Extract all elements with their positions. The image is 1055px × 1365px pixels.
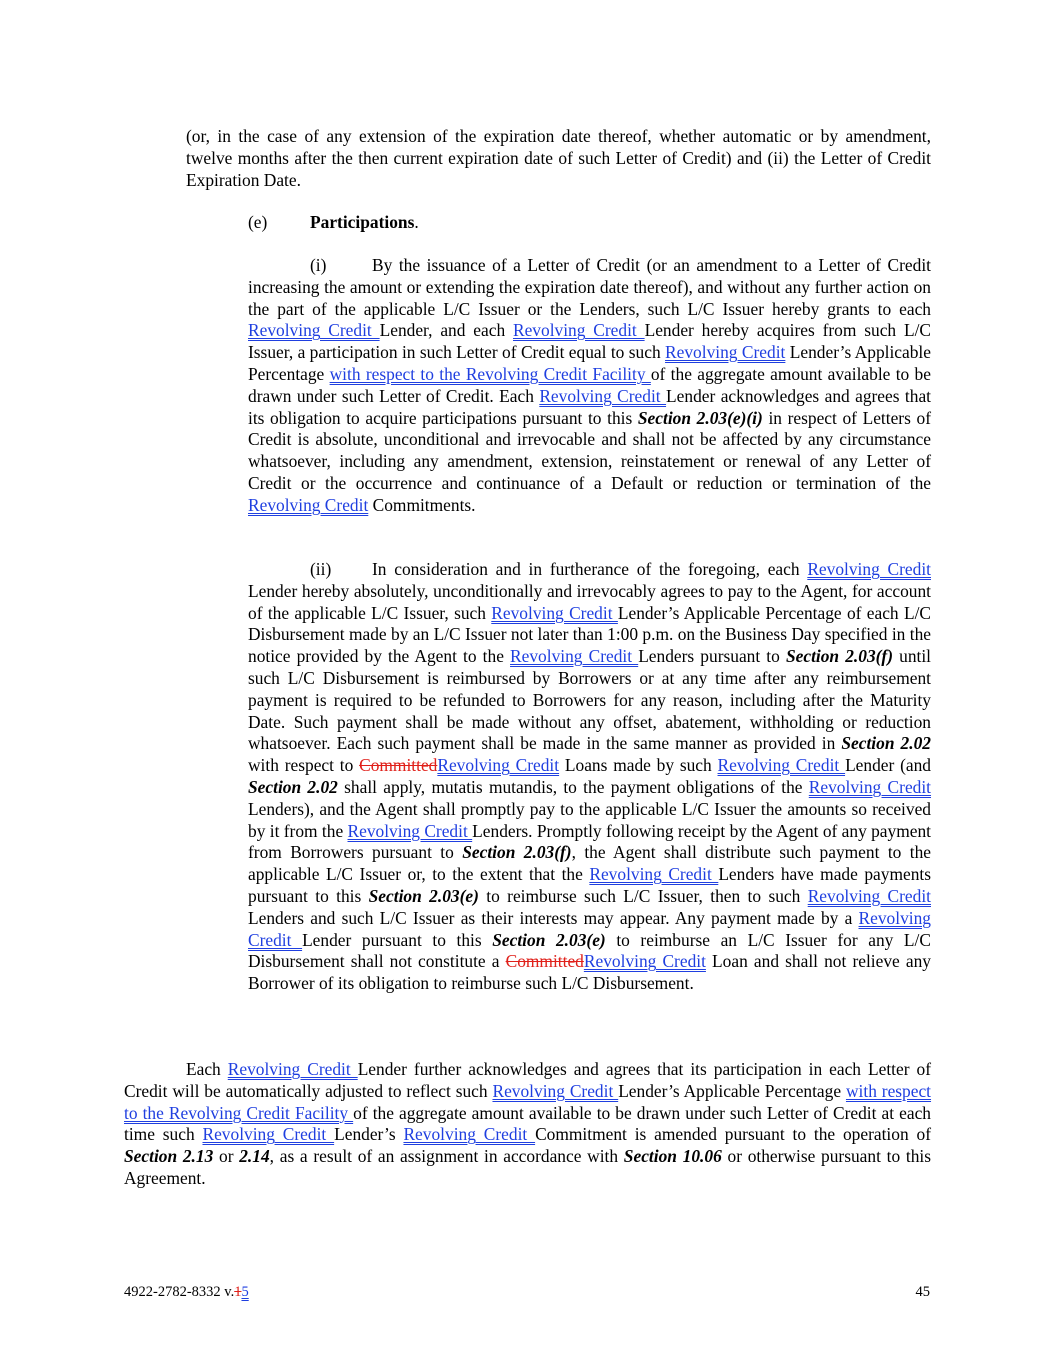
text-run: , as a result of an assignment in accordance with	[269, 1146, 624, 1167]
inserted-text: Revolving Credit	[589, 864, 719, 885]
inserted-version: 5	[241, 1284, 249, 1300]
inserted-text: Revolving Credit	[347, 820, 473, 841]
text-run: Lenders), and the Agent shall promptly pay to the applicable L/C Issuer the amounts so received by it from the	[248, 798, 931, 841]
section-reference: Section 2.03(e)(i)	[637, 407, 763, 428]
heading-title: Participations	[310, 212, 415, 232]
inserted-text: Revolving Credit	[403, 1124, 536, 1145]
section-heading-e	[248, 212, 419, 234]
inserted-text: with respect to the Revolving Credit Facility	[124, 1080, 932, 1123]
text-run: Commitment is amended pursuant to the operation of	[535, 1124, 931, 1145]
section-reference: Section 2.02	[841, 733, 931, 754]
inserted-text: Revolving Credit	[437, 755, 560, 776]
text-run: Lenders. Promptly following receipt by the Agent of any payment from Borrowers pursuant to	[248, 820, 931, 863]
text-run: Lender hereby acquires from such L/C Issuer, a participation in such Letter of Credit equal to such	[248, 320, 932, 363]
section-reference: Section 2.03(f)	[462, 842, 572, 863]
text-run: Lenders pursuant to	[638, 646, 786, 667]
inserted-text: Revolving Credit	[539, 385, 667, 406]
section-reference: Section 10.06	[623, 1146, 722, 1167]
text-run: Loan and shall not relieve any Borrower of its obligation to reimburse such L/C Disbursement.	[248, 951, 931, 994]
inserted-text: Revolving Credit	[227, 1059, 358, 1079]
text-run: to reimburse such L/C Issuer, then to such	[478, 885, 808, 906]
clause-ii-paragraph	[248, 559, 931, 995]
section-reference: Section 2.03(f)	[785, 646, 894, 667]
text-run: Each	[186, 1059, 228, 1079]
inserted-text: Revolving Credit	[808, 776, 932, 797]
inserted-text: Revolving Credit	[491, 602, 618, 623]
doc-id-text: 4922-2782-8332 v.	[124, 1284, 235, 1300]
text-run: Lender’s Applicable Percentage of each L/C Disbursement made by an L/C Issuer not later than 1:00 p.m. on the Business Day specified in the notice provided by the Agent to the	[248, 602, 932, 667]
clause-number: (i)	[310, 255, 327, 275]
text-run: Lender acknowledges and agrees that its obligation to acquire participations pursuant to this	[248, 385, 931, 428]
deleted-version: 1	[234, 1284, 242, 1300]
text-run: shall apply, mutatis mutandis, to the payment obligations of the	[337, 776, 809, 797]
text-run: of the aggregate amount available to be drawn under such Letter of Credit at each time such	[124, 1102, 931, 1145]
text-run: Commitments.	[368, 494, 476, 515]
inserted-text: Revolving Credit	[248, 907, 931, 950]
text-run: or	[213, 1146, 240, 1167]
inserted-text: with respect to the Revolving Credit Facility	[329, 363, 651, 384]
text-run: In consideration and in furtherance of the foregoing, each	[372, 559, 808, 579]
text-run: until such L/C Disbursement is reimbursed by Borrowers or at any time after any reimbursement payment is required to be refunded to Borrowers for any reason, including after the Maturity Date. Such payment shall be made without any offset, abatement, withholding or reduction whatsoever. Each such payment shall be made in the same manner as provided in	[248, 646, 932, 754]
text-run: with respect to	[248, 755, 360, 776]
text-run: Lenders have made payments pursuant to this	[248, 864, 931, 906]
text-run: , the Agent shall distribute such payment to the applicable L/C Issuer or, to the extent that the	[248, 842, 931, 885]
text-run: of the aggregate amount available to be drawn under such Letter of Credit. Each	[248, 363, 931, 406]
text-run: Lender’s Applicable Percentage	[618, 1080, 846, 1101]
text-run: Lender pursuant to this	[302, 929, 493, 950]
section-reference: Section 2.02	[248, 776, 338, 797]
text-run: Lender’s Applicable Percentage	[248, 342, 931, 384]
section-reference: 2.14	[239, 1146, 270, 1167]
inserted-text: Revolving Credit	[248, 494, 369, 515]
inserted-text: Revolving Credit	[202, 1124, 335, 1145]
deleted-text: Committed	[505, 951, 584, 972]
clause-i-paragraph	[248, 255, 931, 517]
text-run: Lender (and	[845, 755, 932, 776]
footer-doc-id	[124, 1284, 249, 1301]
inserted-text: Revolving Credit	[512, 320, 645, 341]
text-run: (or, in the case of any extension of the expiration date thereof, whether automatic or by amendment, twelve months after the then current expiration date of such Letter of Credit) and (ii) the Letter of Credit Expiration Date.	[186, 126, 931, 190]
inserted-text: Revolving Credit	[248, 320, 380, 341]
inserted-text: Revolving Credit	[492, 1080, 619, 1101]
section-reference: Section 2.13	[124, 1146, 214, 1167]
inserted-text: Revolving Credit	[807, 559, 931, 579]
section-reference: Section 2.03(e)	[492, 929, 606, 950]
text-run: Lender hereby absolutely, unconditionally and irrevocably agrees to pay to the Agent, for account of the applicable L/C Issuer, such	[248, 580, 931, 623]
text-run: Lender further acknowledges and agrees that its participation in each Letter of Credit will be automatically adjusted to reflect such	[124, 1059, 931, 1101]
inserted-text: Revolving Credit	[583, 951, 706, 972]
heading-period: .	[414, 212, 419, 232]
inserted-text: Revolving Credit	[717, 755, 846, 776]
text-run: in respect of Letters of Credit is absolute, unconditional and irrevocable and shall not be affected by any circumstance whatsoever, including any amendment, extension, reinstatement or renewal of any Letter of Credit or the occurrence and continuance of a Default or reduction or termination of the	[248, 407, 931, 493]
page-number: 45	[915, 1284, 930, 1300]
text-run: By the issuance of a Letter of Credit (or an amendment to a Letter of Credit increasing the amount or extending the expiration date thereof), and without any further action on the part of the applicable L/C Issuer or the Lenders, such L/C Issuer hereby grants to each	[248, 255, 931, 319]
inserted-text: Revolving Credit	[510, 646, 639, 667]
continuation-paragraph	[186, 126, 931, 191]
clause-number: (ii)	[310, 559, 332, 579]
final-paragraph	[124, 1059, 931, 1190]
inserted-text: Revolving Credit	[807, 885, 931, 906]
text-run: to reimburse an L/C Issuer for any L/C Disbursement shall not constitute a	[248, 929, 931, 972]
text-run: Lenders and such L/C Issuer as their interests may appear. Any payment made by a	[248, 907, 859, 928]
text-run: or otherwise pursuant to this Agreement.	[124, 1146, 931, 1188]
text-run: Lender’s	[334, 1124, 404, 1145]
inserted-text: Revolving Credit	[665, 342, 786, 363]
deleted-text: Committed	[359, 755, 438, 776]
text-run: Loans made by such	[559, 755, 718, 776]
section-reference: Section 2.03(e)	[368, 885, 479, 906]
clause-number: (e)	[248, 212, 268, 232]
text-run: Lender, and each	[379, 320, 513, 341]
